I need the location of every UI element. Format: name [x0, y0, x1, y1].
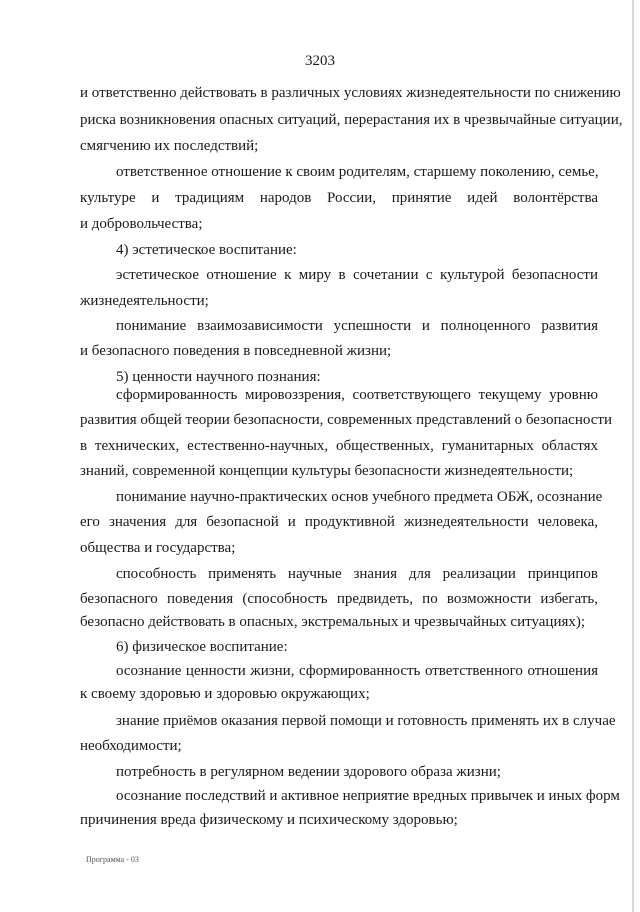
text-line: смягчению их последствий;	[80, 138, 259, 154]
scan-edge	[632, 0, 634, 912]
text-line: знаний, современной концепции культуры безопасности жизнедеятельности;	[80, 463, 574, 479]
text-line: риска возникновения опасных ситуаций, перерастания их в чрезвычайные ситуации,	[80, 112, 623, 128]
text-line: сформированность мировоззрения, соответствующего текущему уровню	[116, 387, 598, 403]
text-line: и безопасного поведения в повседневной жизни;	[80, 343, 392, 359]
text-line: способность применять научные знания для реализации принципов	[116, 566, 598, 582]
text-line: понимание научно-практических основ учебного предмета ОБЖ, осознание	[116, 489, 603, 505]
section-heading: 5) ценности научного познания:	[116, 369, 321, 385]
section-heading: 6) физическое воспитание:	[116, 639, 288, 655]
text-line: причинения вреда физическому и психическому здоровью;	[80, 812, 458, 828]
text-line: осознание последствий и активное неприятие вредных привычек и иных форм	[116, 788, 620, 804]
text-line: жизнедеятельности;	[80, 293, 209, 309]
text-line: понимание взаимозависимости успешности и полноценного развития	[116, 318, 598, 334]
section-heading: 4) эстетическое воспитание:	[116, 242, 297, 258]
text-line: осознание ценности жизни, сформированность ответственного отношения	[116, 663, 598, 679]
text-line: необходимости;	[80, 738, 182, 754]
text-line: общества и государства;	[80, 540, 236, 556]
text-line: и ответственно действовать в различных условиях жизнедеятельности по снижению	[80, 85, 621, 101]
text-line: ответственное отношение к своим родителям, старшему поколению, семье,	[116, 164, 599, 180]
text-line: культуре и традициям народов России, принятие идей волонтёрства	[80, 190, 598, 206]
text-line: безопасно действовать в опасных, экстремальных и чрезвычайных ситуациях);	[80, 614, 586, 630]
text-line: и добровольчества;	[80, 216, 203, 232]
text-line: потребность в регулярном ведении здорового образа жизни;	[116, 764, 501, 780]
text-line: к своему здоровью и здоровью окружающих;	[80, 686, 370, 702]
text-line: развития общей теории безопасности, современных представлений о безопасности	[80, 412, 612, 428]
page-footer: Программа - 03	[86, 855, 139, 864]
text-line: безопасного поведения (способность предвидеть, по возможности избегать,	[80, 591, 598, 607]
page-number: 3203	[305, 53, 335, 69]
text-line: в технических, естественно-научных, общественных, гуманитарных областях	[80, 438, 598, 454]
text-line: знание приёмов оказания первой помощи и готовность применять их в случае	[116, 713, 616, 729]
text-line: эстетическое отношение к миру в сочетании с культурой безопасности	[116, 267, 598, 283]
text-line: его значения для безопасной и продуктивной жизнедеятельности человека,	[80, 514, 598, 530]
